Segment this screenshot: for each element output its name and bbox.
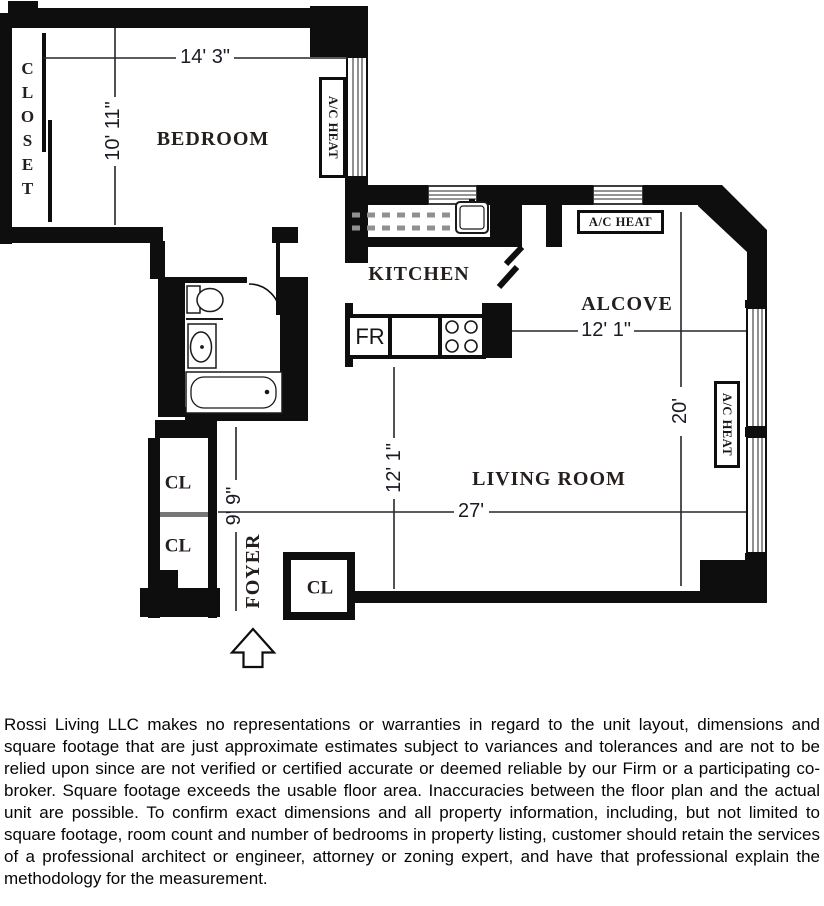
ac-heat-box-bedroom xyxy=(319,77,346,178)
label-alcove: ALCOVE xyxy=(581,293,673,315)
entry-arrow-icon xyxy=(232,629,274,667)
dim-living-room-width: 27' xyxy=(457,500,485,522)
label-kitchen: KITCHEN xyxy=(368,263,470,285)
label-bedroom: BEDROOM xyxy=(156,128,270,150)
label-closet: CLOSET xyxy=(18,59,37,203)
dim-bedroom-depth: 10' 11" xyxy=(102,101,124,161)
living-room-window-1 xyxy=(747,308,766,427)
bathtub-symbol xyxy=(186,372,282,413)
toilet-symbol xyxy=(187,286,223,313)
kitchen-doorway-marks xyxy=(499,247,522,287)
dim-bedroom-width: 14' 3" xyxy=(180,46,230,68)
dim-alcove-width: 12' 1" xyxy=(581,319,631,341)
disclaimer-text: Rossi Living LLC makes no representations or warranties in regard to the unit layout, dimensions and square footage that are just approximate estimates subject to variances and tolerances and are not to be relied upon since are not verified or certified accurate or deemed reliable by our Firm or a participating co-broker. Square footage exceeds the usable floor area. Inaccuracies between the floor plan and the actual unit are possible. To confirm exact dimensions and all property information, including, but not limited to square footage, room count and number of bedrooms in property listing, customer should retain the services of a professional architect or engineer, attorney or zoning expert, and have that professional explain the methodology for the measurement. xyxy=(4,715,820,888)
dim-foyer-depth: 9' 9" xyxy=(223,486,245,526)
label-foyer: FOYER xyxy=(242,533,264,609)
living-room-window-2 xyxy=(747,437,766,553)
dim-kitchen-living-depth: 12' 1" xyxy=(383,443,405,493)
ac-heat-label-bedroom: A/C HEAT xyxy=(326,95,340,160)
ac-heat-label-living: A/C HEAT xyxy=(720,392,735,457)
label-living-room: LIVING ROOM xyxy=(472,468,626,490)
ac-heat-label-alcove: A/C HEAT xyxy=(588,214,653,229)
label-closet-upper: CL xyxy=(164,472,192,494)
vanity-sink-symbol xyxy=(188,324,216,368)
kitchen-sink-symbol xyxy=(456,199,488,233)
closet-shelf-divider xyxy=(160,512,208,517)
ac-heat-box-alcove xyxy=(577,210,664,234)
label-closet-lower: CL xyxy=(164,535,192,557)
label-refrigerator: FR xyxy=(355,324,385,349)
ac-heat-box-living xyxy=(714,381,740,468)
bathroom-door-swing xyxy=(249,284,280,315)
bedroom-window xyxy=(347,57,367,177)
alcove-window xyxy=(593,186,643,204)
dim-living-room-depth: 20' xyxy=(669,397,691,425)
label-closet-entry: CL xyxy=(306,577,334,599)
bathroom-fixtures xyxy=(186,286,282,413)
